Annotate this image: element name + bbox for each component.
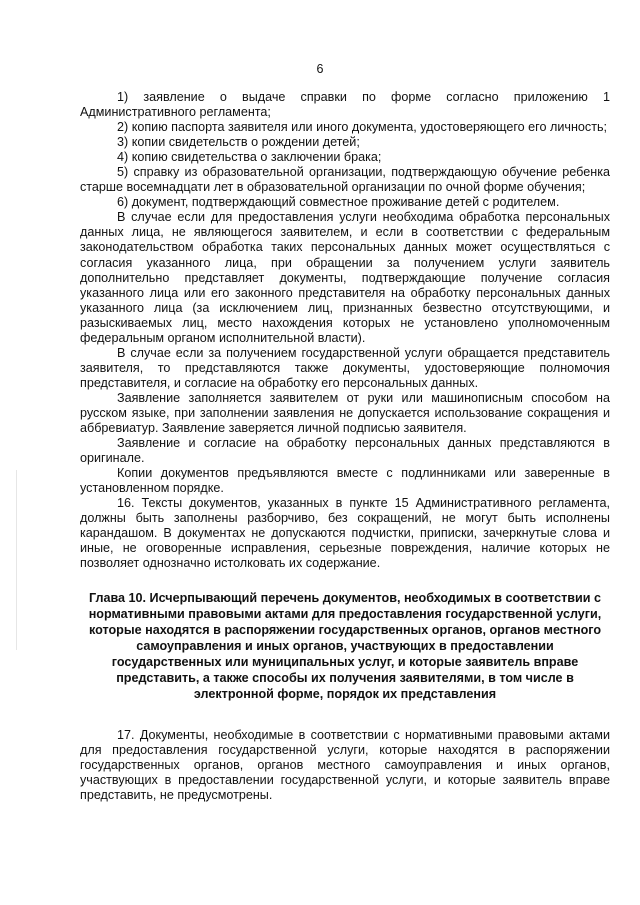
- scan-artifact-line: [16, 470, 17, 650]
- page-number: 6: [316, 62, 324, 76]
- list-item-2: 2) копию паспорта заявителя или иного документа, удостоверяющего его личность;: [117, 120, 608, 135]
- list-item-5: 5) справку из образовательной организации, подтверждающую обучение ребенка старше восемнадцати лет в образовательной организации по очной форме обучения;: [80, 165, 610, 195]
- paragraph-17: 17. Документы, необходимые в соответствии с нормативными правовыми актами для предоставления государственной услуги, которые находятся в распоряжении государственных органов, органов местного самоуправления и иных органов, участвующих в предоставлении государственной услуги, и которые заявитель вправе представить, не предусмотрены.: [80, 727, 610, 802]
- paragraph-originals: Заявление и согласие на обработку персональных данных представляются в оригинале.: [80, 436, 610, 466]
- list-item-4: 4) копию свидетельства о заключении брака;: [117, 150, 382, 165]
- list-item-6: 6) документ, подтверждающий совместное проживание детей с родителем.: [117, 195, 560, 210]
- document-body: [80, 90, 610, 803]
- paragraph-personal-data: В случае если для предоставления услуги необходима обработка персональных данных лица, не являющегося заявителем, и если в соответствии с федеральным законодательством обработка таких персональных данных может осуществляться с согласия указанного лица, при обращении за получением услуги заявитель дополнительно представляет документы, подтверждающие получение согласия указанного лица или его законного представителя на обработку персональных данных указанного лица (за исключением лиц, признанных безвестно отсутствующими, и разыскиваемых лиц, место нахождения которых не установлено уполномоченным федеральным органом исполнительной власти).: [80, 210, 610, 345]
- paragraph-representative: В случае если за получением государственной услуги обращается представитель заявителя, то представляются также документы, удостоверяющие полномочия представителя, и согласие на обработку его персональных данных.: [80, 345, 610, 390]
- paragraph-copies: Копии документов предъявляются вместе с подлинниками или заверенные в установленном порядке.: [80, 466, 610, 496]
- list-item-1: 1) заявление о выдаче справки по форме согласно приложению 1 Административного регламента;: [80, 90, 610, 120]
- list-item-3: 3) копии свидетельств о рождении детей;: [117, 135, 360, 150]
- paragraph-application-fill: Заявление заполняется заявителем от руки или машинописным способом на русском языке, при заполнении заявления не допускается использование сокращения и аббревиатур. Заявление заверяется личной подписью заявителя.: [80, 390, 610, 436]
- paragraph-16: 16. Тексты документов, указанных в пункте 15 Административного регламента, должны быть заполнены разборчиво, без сокращений, не могут быть исполнены карандашом. В документах не допускаются подчистки, приписки, зачеркнутые слова и иные, не оговоренные исправления, серьезные повреждения, наличие которых не позволяет однозначно истолковать их содержание.: [80, 496, 610, 571]
- chapter-10-heading: Глава 10. Исчерпывающий перечень документов, необходимых в соответствии с нормативными правовыми актами для предоставления государственной услуги, которые находятся в распоряжении государственных органов, органов местного самоуправления и иных органов, участвующих в предоставлении государственных или муниципальных услуг, и которые заявитель вправе представить, а также способы их получения заявителями, в том числе в электронной форме, порядок их представления: [88, 590, 602, 701]
